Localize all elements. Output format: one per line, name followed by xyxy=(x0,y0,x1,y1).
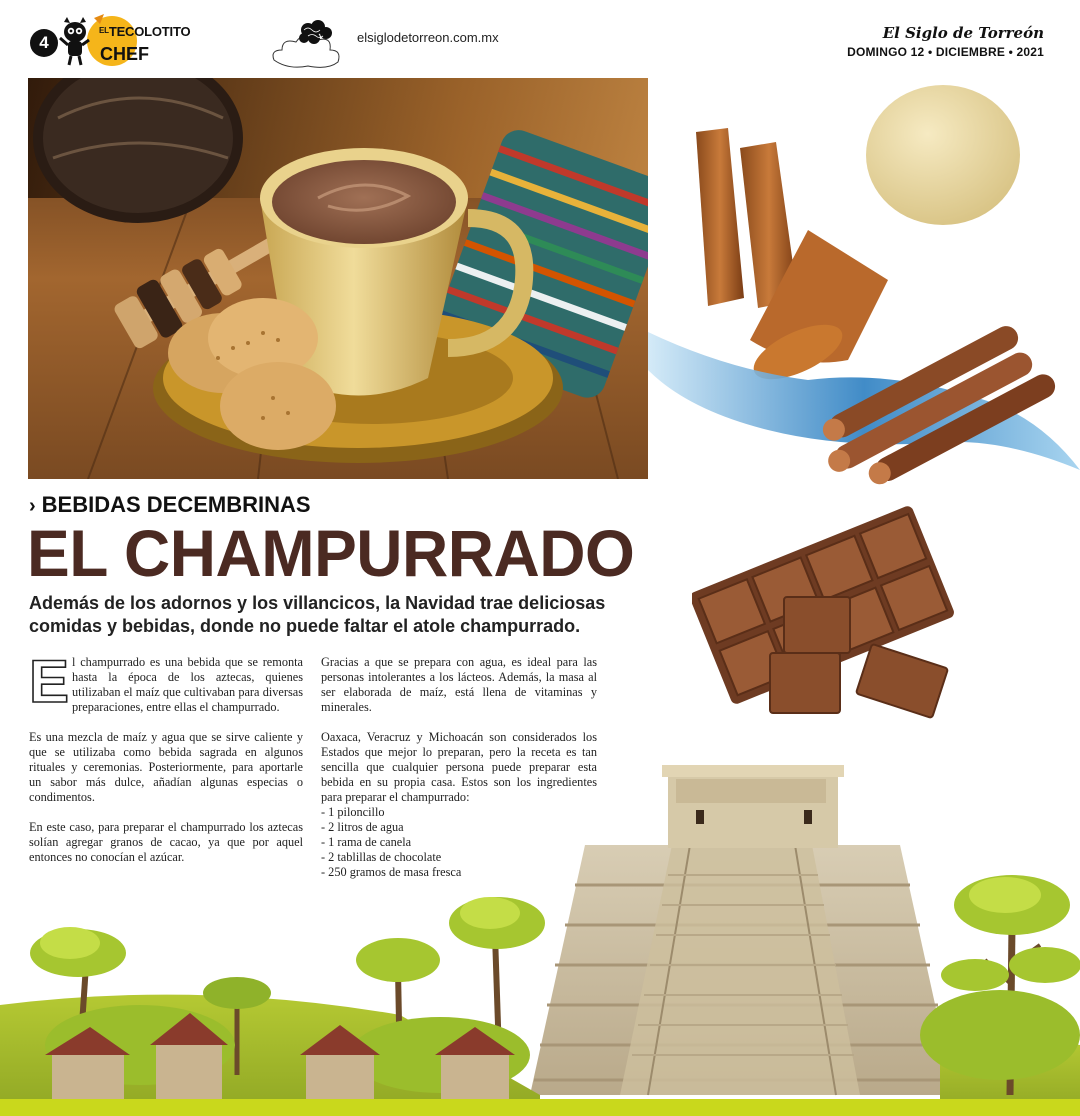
page-number: 4 xyxy=(30,29,58,57)
paragraph: En este caso, para preparar el champurrado los aztecas solían agregar granos de cacao, ya que por aquel entonces no conocían el azúcar. xyxy=(29,820,303,864)
owl-chef-mascot-icon xyxy=(58,16,92,66)
hero-photo-hot-chocolate xyxy=(28,78,648,479)
article-headline: EL CHAMPURRADO xyxy=(27,516,635,590)
pyramid-icon xyxy=(530,765,955,1095)
ingredients-illustration xyxy=(648,70,1080,490)
list-item: - 2 tablillas de chocolate xyxy=(321,850,442,864)
section-kicker: › BEBIDAS DECEMBRINAS xyxy=(29,492,311,517)
paragraph: Oaxaca, Veracruz y Michoacán son considerados los Estados que mejor lo preparan, pero la receta es tan sencilla que cualquier persona puede preparar esta bebida en su propia casa. Estos son los ingredientes para preparar el champurrado: xyxy=(321,730,597,804)
chocolate-bar-icon xyxy=(692,505,954,727)
newspaper-name: El Siglo de Torreón xyxy=(882,24,1044,42)
paragraph: Es una mezcla de maíz y agua que se sirve caliente y que se utilizaba como bebida sagrada en algunos rituales y ceremonias. Posteriormente, para aportarle un sabor más dulce, añadían algunas especias o condimentos. xyxy=(29,730,303,804)
drop-cap: E xyxy=(29,648,70,715)
cloud-scribble-logo-icon xyxy=(268,18,356,72)
masa-ball-icon xyxy=(866,85,1020,225)
site-url: elsiglodetorreon.com.mx xyxy=(357,30,499,45)
list-item: - 2 litros de agua xyxy=(321,820,404,834)
paragraph: Gracias a que se prepara con agua, es ideal para las personas intolerantes a los lácteos. Además, la masa al ser elaborada de maíz, está llena de vitaminas y minerales. xyxy=(321,655,597,714)
piloncillo-icon xyxy=(696,128,888,390)
brand-name-top: $^{EL}$TECOLOTITO xyxy=(99,24,191,39)
mayan-pyramid-landscape-illustration xyxy=(0,755,1080,1116)
brand-name-bottom: CHEF xyxy=(100,44,149,64)
issue-date: DOMINGO 12 • DICIEMBRE • 2021 xyxy=(847,45,1044,59)
article-deck: Además de los adornos y los villancicos, la Navidad trae deliciosas comidas y bebidas, donde no puede faltar el atole champurrado. xyxy=(29,593,606,637)
list-item: - 1 piloncillo xyxy=(321,805,385,819)
list-item: - 1 rama de canela xyxy=(321,835,412,849)
list-item: - 250 gramos de masa fresca xyxy=(321,865,462,879)
paragraph: El champurrado es una bebida que se remonta hasta la época de los aztecas, quienes utilizaban el maíz que cultivaban para diversas preparaciones, entre ellas el champurrado. xyxy=(29,648,303,715)
